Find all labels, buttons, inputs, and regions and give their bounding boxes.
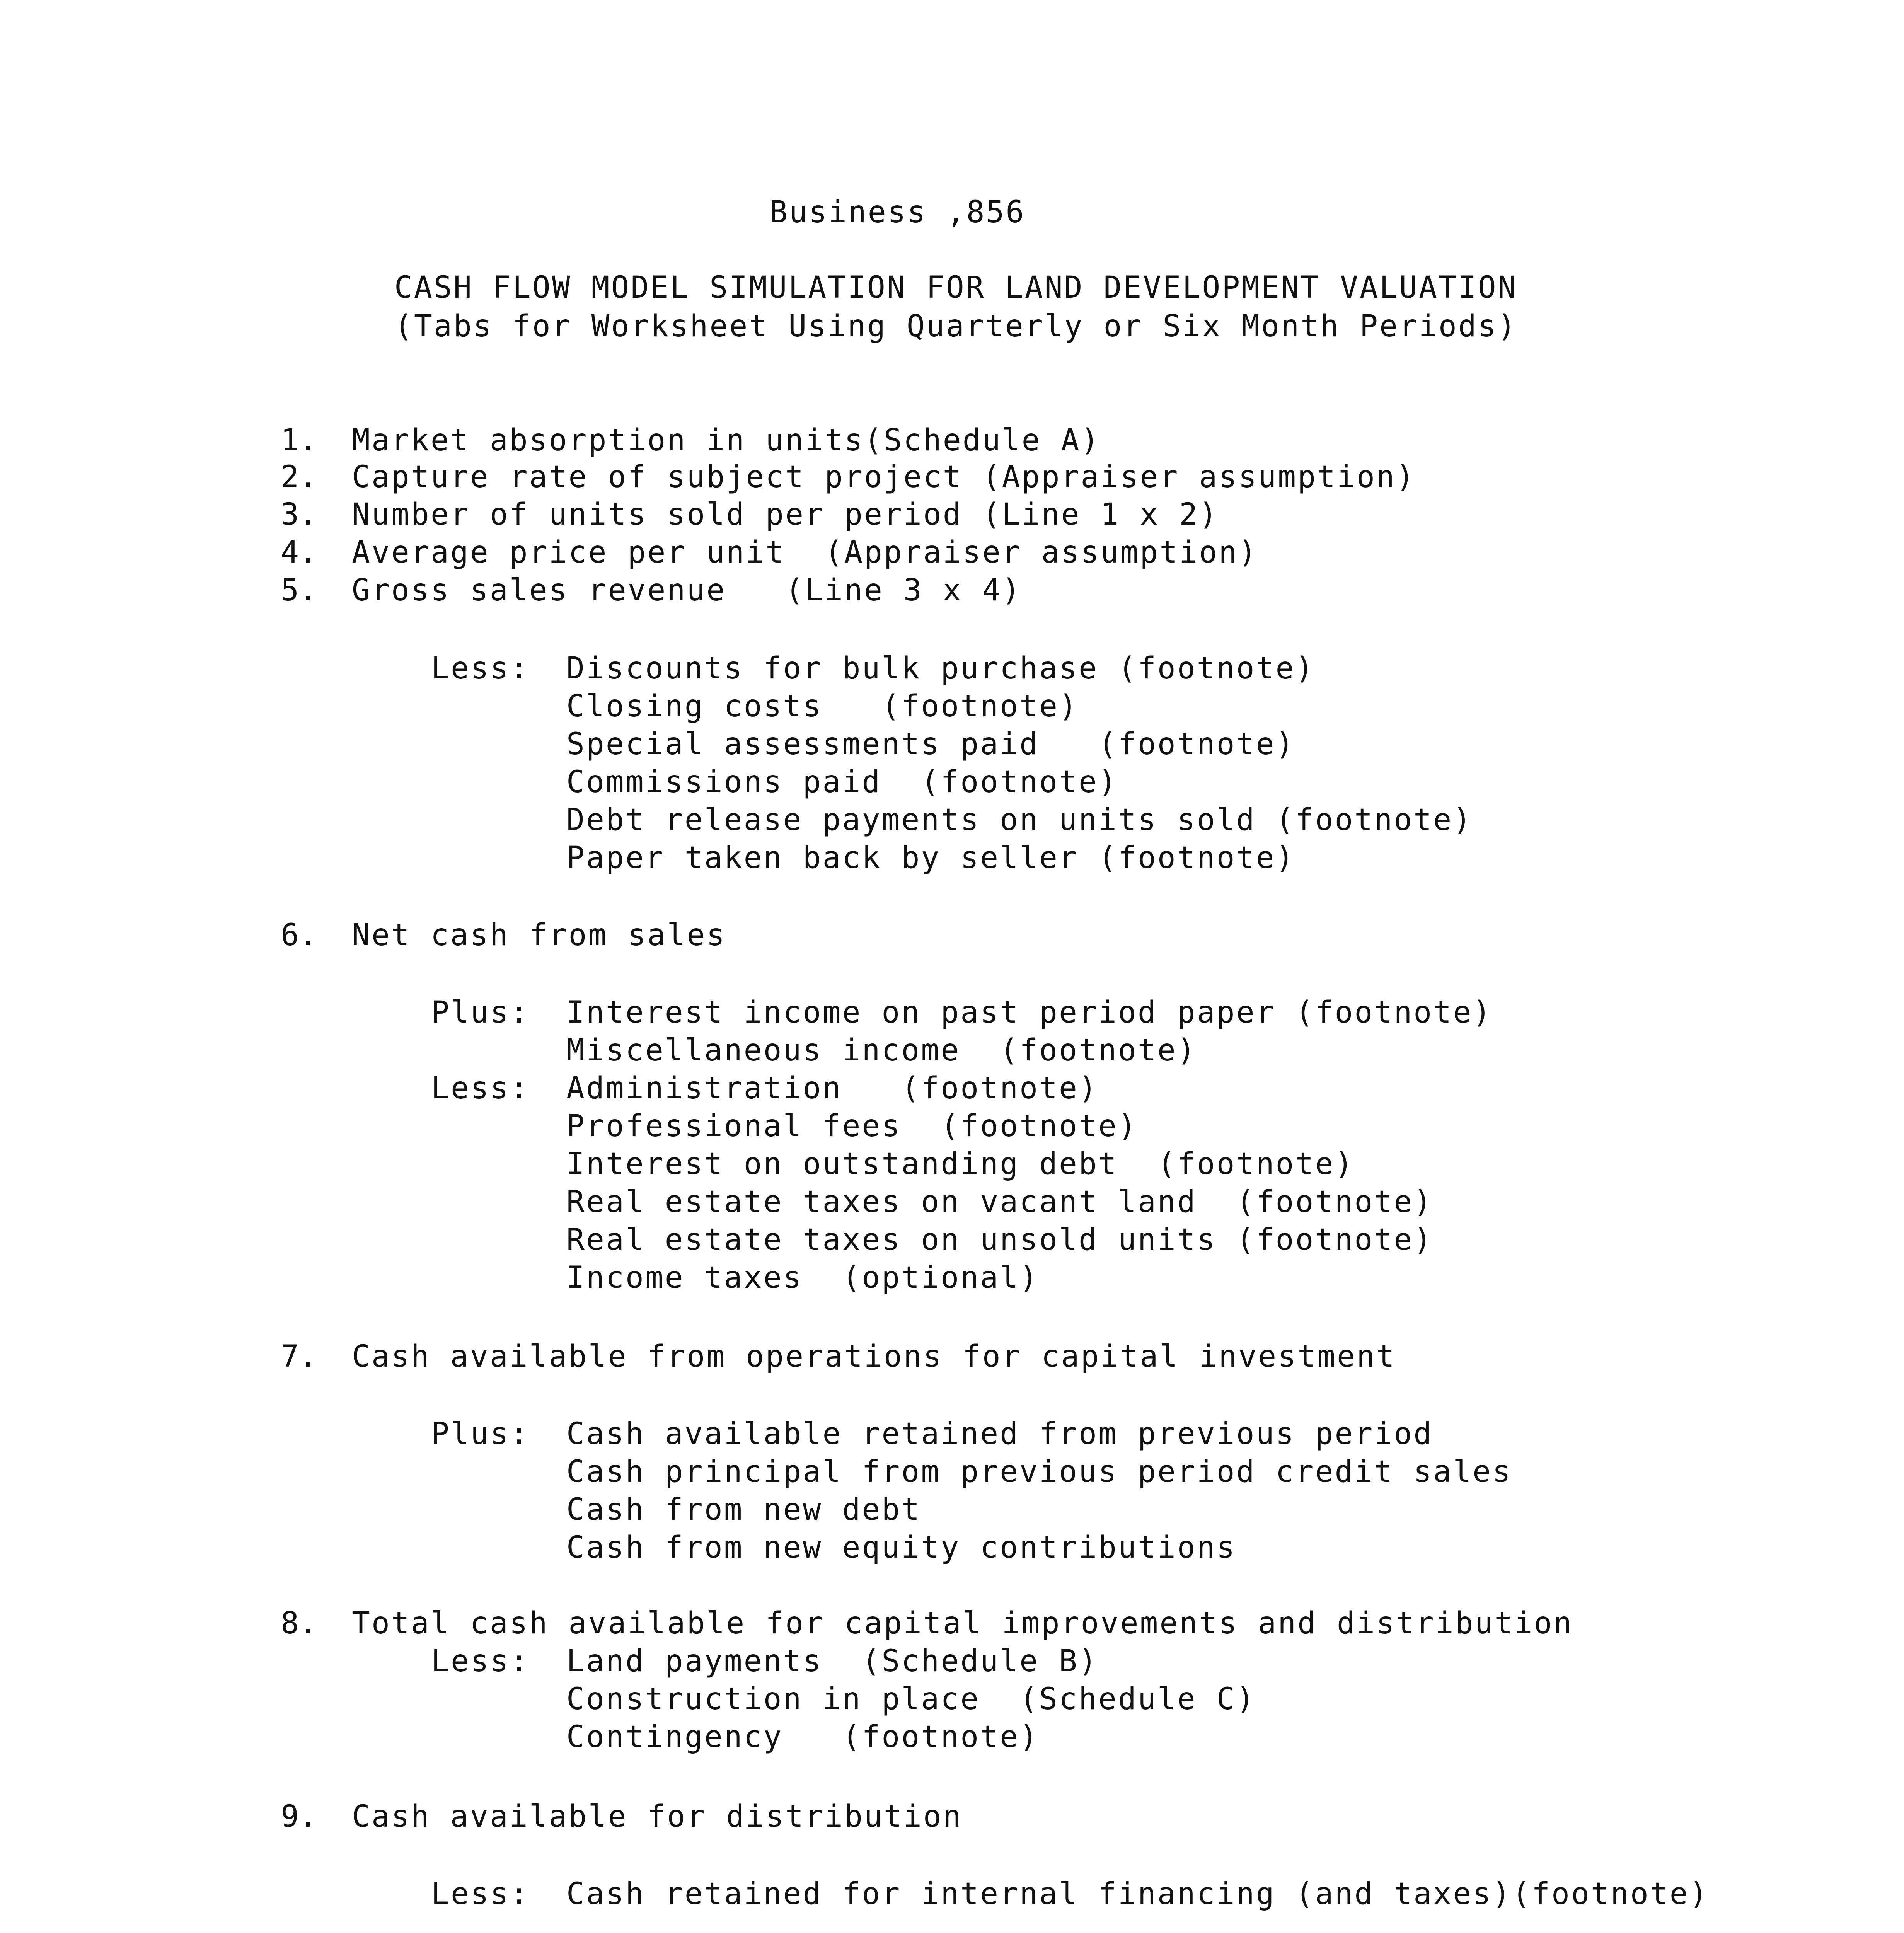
adjustment-item: Cash principal from previous period credit sales (566, 1454, 1512, 1489)
adjustment-item: Cash from new equity contributions (566, 1530, 1236, 1565)
document-title: CASH FLOW MODEL SIMULATION FOR LAND DEVELOPMENT VALUATION (394, 270, 1517, 305)
adjustment-item: Cash retained for internal financing (and taxes)(footnote) (566, 1877, 1709, 1911)
line-number: 6. (281, 918, 317, 953)
line-item: Gross sales revenue (Line 3 x 4) (352, 573, 1022, 608)
adjustment-item: Land payments (Schedule B) (566, 1644, 1098, 1679)
adjustment-label: Plus: (431, 995, 530, 1030)
adjustment-label: Less: (431, 651, 530, 686)
line-item: Capture rate of subject project (Appraiser assumption) (352, 460, 1416, 494)
adjustment-item: Discounts for bulk purchase (footnote) (566, 651, 1315, 686)
adjustment-item: Construction in place (Schedule C) (566, 1682, 1256, 1717)
adjustment-item: Debt release payments on units sold (footnote) (566, 803, 1473, 837)
adjustment-label: Plus: (431, 1417, 530, 1451)
adjustment-item: Administration (footnote) (566, 1071, 1098, 1106)
line-number: 9. (281, 1799, 317, 1834)
adjustment-item: Contingency (footnote) (566, 1720, 1040, 1754)
adjustment-item: Paper taken back by seller (footnote) (566, 840, 1295, 875)
line-number: 8. (281, 1606, 317, 1641)
line-number: 4. (281, 535, 317, 570)
adjustment-item: Interest on outstanding debt (footnote) (566, 1147, 1355, 1181)
line-item: Cash available for distribution (352, 1799, 963, 1834)
adjustment-item: Real estate taxes on vacant land (footnote) (566, 1185, 1434, 1219)
adjustment-item: Cash from new debt (566, 1492, 921, 1527)
adjustment-label: Less: (431, 1877, 530, 1911)
line-number: 1. (281, 423, 317, 458)
line-item: Number of units sold per period (Line 1 x 2) (352, 497, 1219, 532)
line-number: 3. (281, 497, 317, 532)
document-subtitle: (Tabs for Worksheet Using Quarterly or Six Month Periods) (394, 309, 1517, 344)
adjustment-label: Less: (431, 1071, 530, 1106)
adjustment-item: Closing costs (footnote) (566, 689, 1079, 724)
adjustment-item: Commissions paid (footnote) (566, 765, 1118, 799)
line-item: Net cash from sales (352, 918, 726, 953)
adjustment-item: Cash available retained from previous period (566, 1417, 1434, 1451)
adjustment-item: Real estate taxes on unsold units (footnote) (566, 1222, 1434, 1257)
line-item: Average price per unit (Appraiser assumption) (352, 535, 1258, 570)
line-number: 2. (281, 460, 317, 494)
adjustment-item: Interest income on past period paper (footnote) (566, 995, 1493, 1030)
line-item: Market absorption in units(Schedule A) (352, 423, 1101, 458)
adjustment-item: Professional fees (footnote) (566, 1109, 1138, 1144)
course-heading: Business ,856 (769, 195, 1026, 230)
line-item: Cash available from operations for capital investment (352, 1339, 1396, 1374)
adjustment-label: Less: (431, 1644, 530, 1679)
adjustment-item: Special assessments paid (footnote) (566, 727, 1295, 762)
line-number: 5. (281, 573, 317, 608)
line-number: 7. (281, 1339, 317, 1374)
adjustment-item: Miscellaneous income (footnote) (566, 1033, 1197, 1068)
line-item: Total cash available for capital improvements and distribution (352, 1606, 1573, 1641)
adjustment-item: Income taxes (optional) (566, 1260, 1040, 1295)
